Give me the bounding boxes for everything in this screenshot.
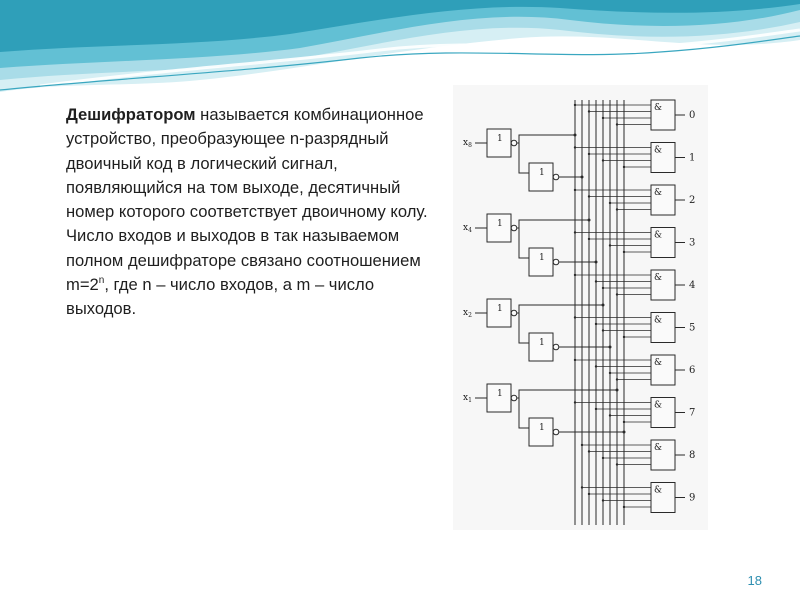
input-label-subscript: 1 [468, 397, 472, 404]
junction-dot [588, 238, 590, 240]
input-label: $x_2$ [463, 308, 472, 319]
junction-dot [595, 365, 597, 367]
inverter-chain-wire [519, 143, 529, 173]
inverter-label: 1 [497, 389, 503, 399]
junction-dot [616, 123, 618, 125]
junction-dot [574, 231, 576, 233]
junction-dot [616, 389, 619, 392]
junction-dot [623, 421, 625, 423]
junction-dot [588, 195, 590, 197]
inversion-bubble [553, 429, 559, 435]
inverter-label: 1 [539, 338, 545, 348]
input-label-subscript: 4 [468, 227, 472, 234]
junction-dot [602, 117, 604, 119]
output-label: 3 [689, 237, 696, 249]
inversion-bubble [511, 395, 517, 401]
inversion-bubble [511, 310, 517, 316]
junction-dot [602, 304, 605, 307]
page-number: 18 [747, 573, 762, 588]
output-label: 2 [689, 195, 696, 206]
junction-dot [616, 378, 618, 380]
junction-dot [595, 323, 597, 325]
output-label: 6 [689, 365, 696, 376]
inverter-label: 1 [539, 253, 545, 263]
inverted-output-wire [517, 135, 575, 143]
junction-dot [616, 463, 618, 465]
inverter-chain-wire [519, 228, 529, 258]
inversion-bubble [553, 344, 559, 350]
inverter-chain-wire [519, 313, 529, 343]
inverter-label: 1 [539, 168, 545, 178]
definition-term: Дешифратором [66, 105, 196, 124]
junction-dot [588, 219, 591, 222]
junction-dot [574, 134, 577, 137]
input-label: $x_1$ [463, 393, 472, 404]
definition-text-part2: , где n – число входов, а m – число выходов. [66, 275, 375, 319]
inverter-chain-wire [519, 398, 529, 428]
junction-dot [574, 189, 576, 191]
output-label: 7 [689, 407, 696, 419]
output-label: 8 [689, 450, 696, 461]
inverter-label: 1 [539, 423, 545, 433]
inversion-bubble [511, 225, 517, 231]
junction-dot [616, 293, 618, 295]
junction-dot [609, 372, 611, 374]
junction-dot [623, 506, 625, 508]
junction-dot [595, 408, 597, 410]
formula-exponent: n [98, 274, 105, 286]
inverted-output-wire [517, 390, 617, 398]
and-gate-label: & [654, 315, 663, 326]
decoder-circuit-diagram [453, 85, 708, 530]
and-gate-label: & [654, 443, 663, 453]
junction-dot [574, 401, 576, 403]
and-gate-label: & [654, 103, 663, 113]
junction-dot [581, 176, 584, 179]
definition-text-part1: называется комбинационное устройство, преобразующее n-разрядный двоичный код в логический сигнал, появляющийся на том выходе, десятичный номер которого соответствует двоичному колу. Число входов и выходов в так называемом полном дешифраторе связано соотношением m=2 [66, 105, 428, 295]
definition-paragraph [66, 103, 436, 322]
inverter-label: 1 [497, 219, 503, 229]
inversion-bubble [553, 259, 559, 265]
junction-dot [581, 486, 583, 488]
junction-dot [595, 280, 597, 282]
junction-dot [574, 274, 576, 276]
junction-dot [581, 444, 583, 446]
output-label: 1 [689, 152, 696, 164]
and-gate-label: & [654, 400, 663, 411]
input-label-subscript: 2 [468, 312, 472, 319]
inverted-output-wire [517, 220, 589, 228]
junction-dot [623, 166, 625, 168]
inversion-bubble [511, 140, 517, 146]
and-gate-label: & [654, 485, 663, 496]
inverter-label: 1 [497, 304, 503, 314]
inverter-label: 1 [497, 134, 503, 144]
input-label: $x_4$ [463, 223, 472, 234]
output-label: 5 [689, 322, 696, 334]
junction-dot [602, 499, 604, 501]
junction-dot [609, 202, 611, 204]
junction-dot [588, 450, 590, 452]
junction-dot [623, 336, 625, 338]
junction-dot [623, 431, 626, 434]
output-label: 4 [689, 280, 696, 291]
and-gate-label: & [654, 145, 663, 156]
inversion-bubble [553, 174, 559, 180]
junction-dot [588, 493, 590, 495]
junction-dot [602, 159, 604, 161]
and-gate-label: & [654, 273, 663, 283]
junction-dot [574, 146, 576, 148]
junction-dot [623, 251, 625, 253]
junction-dot [609, 346, 612, 349]
junction-dot [609, 244, 611, 246]
junction-dot [609, 414, 611, 416]
junction-dot [574, 316, 576, 318]
inverted-output-wire [517, 305, 603, 313]
output-label: 0 [689, 110, 696, 121]
junction-dot [602, 457, 604, 459]
junction-dot [588, 153, 590, 155]
junction-dot [574, 359, 576, 361]
output-label: 9 [689, 492, 696, 504]
and-gate-label: & [654, 230, 663, 241]
and-gate-label: & [654, 188, 663, 198]
input-label: $x_8$ [463, 138, 472, 149]
junction-dot [588, 110, 590, 112]
input-label-subscript: 8 [468, 142, 472, 149]
junction-dot [602, 287, 604, 289]
junction-dot [574, 104, 576, 106]
decoder-circuit-svg [453, 85, 708, 530]
junction-dot [602, 329, 604, 331]
and-gate-label: & [654, 358, 663, 368]
junction-dot [616, 208, 618, 210]
junction-dot [595, 261, 598, 264]
